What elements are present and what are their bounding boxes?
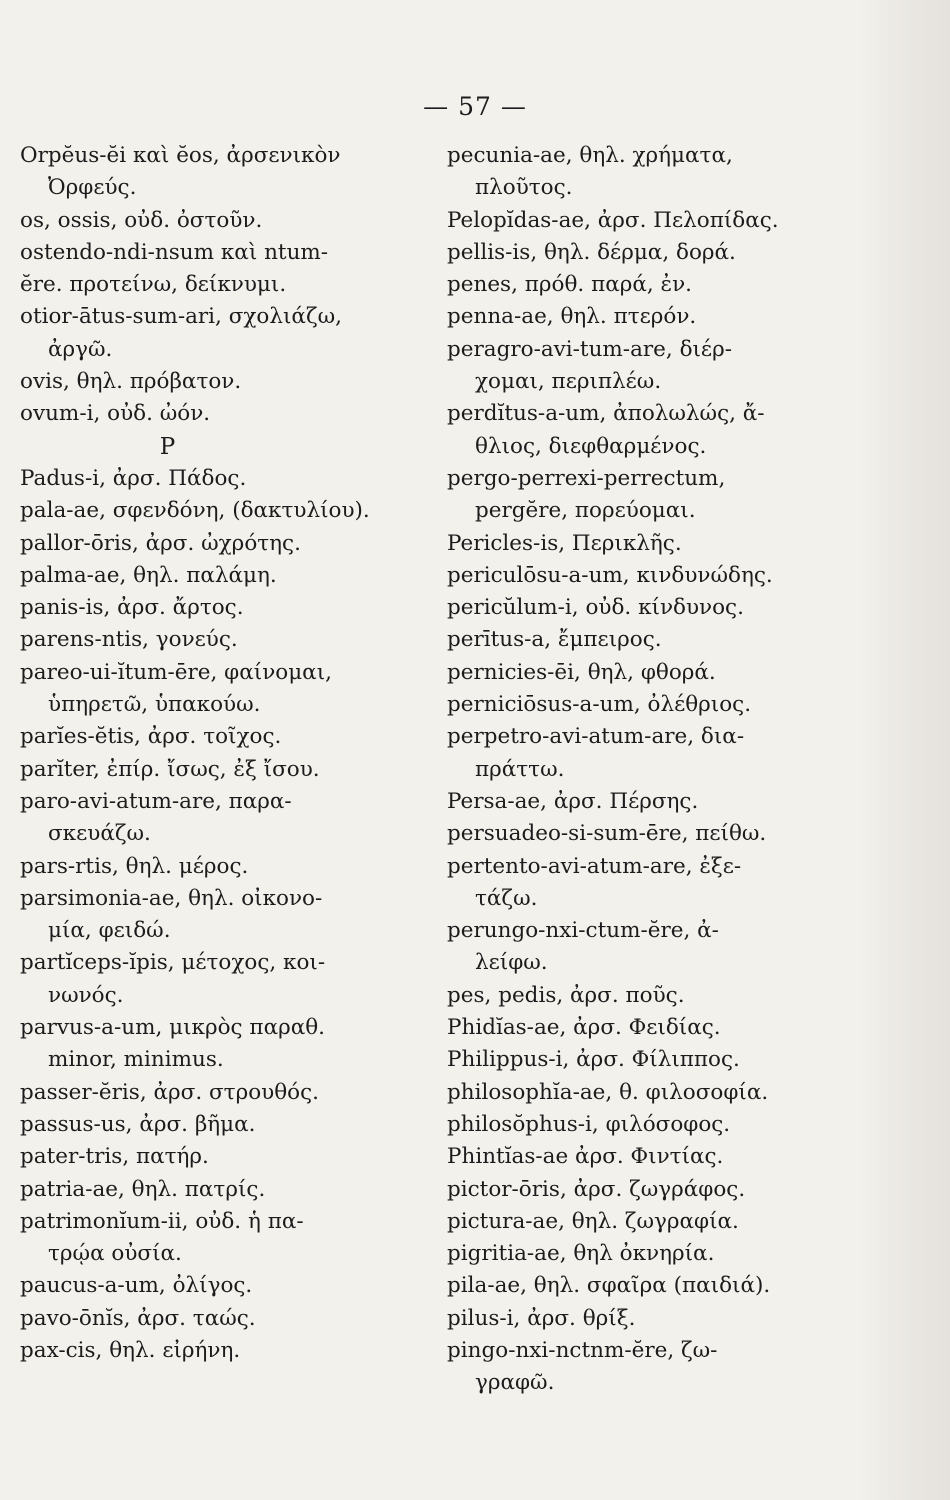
dictionary-line: μία, φειδώ. [48,918,171,944]
dictionary-line: pictor-ōris, ἀρσ. ζωγράφος. [447,1176,746,1202]
dictionary-line: pars-rtis, θηλ. μέρος. [20,853,249,879]
dictionary-line: πλοῦτος. [475,175,573,201]
dictionary-line: perungo-nxi-ctum-ĕre, ἀ- [447,918,719,944]
dictionary-line: Padus-i, ἀρσ. Πάδος. [20,465,247,491]
dictionary-line: passer-ĕris, ἀρσ. στρουθός. [20,1079,319,1105]
dictionary-line: νωνός. [48,982,124,1008]
dictionary-line: pala-ae, σφενδόνη, (δακτυλίου). [20,498,370,524]
dictionary-line: pertento-avi-atum-are, ἐξε- [447,853,742,879]
dictionary-line: pingo-nxi-nctnm-ĕre, ζω- [447,1337,718,1363]
dictionary-line: ovum-i, οὐδ. ὠόν. [20,401,211,427]
dictionary-line: ἀργῶ. [48,336,113,362]
dictionary-line: perpetro-avi-atum-are, δια- [447,724,745,750]
dictionary-line: patria-ae, θηλ. πατρίς. [20,1176,266,1202]
dictionary-line: os, ossis, οὐδ. ὀστοῦν. [20,207,263,233]
dictionary-line: Orpĕus-ĕi καὶ ĕos, ἀρσενικὸν [20,143,341,168]
dictionary-line: perītus-a, ἔμπειρος. [447,627,662,653]
dictionary-line: Pericles-is, Περικλῆς. [447,530,682,556]
dictionary-line: λείφω. [475,950,548,976]
facing-page-bleed [860,0,950,1500]
dictionary-line: Phintĭas-ae ἀρσ. Φιντίας. [447,1144,724,1170]
dictionary-line: perdĭtus-a-um, ἀπολωλώς, ἄ- [447,401,765,427]
dictionary-line: passus-us, ἀρσ. βῆμα. [20,1111,256,1137]
dictionary-line: paro-avi-atum-are, παρα- [20,788,292,814]
dictionary-line: Phidĭas-ae, ἀρσ. Φειδίας. [447,1015,721,1041]
dictionary-line: penna-ae, θηλ. πτερόν. [447,304,697,330]
dictionary-line: γραφῶ. [475,1370,555,1396]
dictionary-line: ostendo-ndi-nsum καὶ ntum- [20,239,329,265]
dictionary-line: partĭceps-ĭpis, μέτοχος, κοι- [20,950,326,976]
dictionary-line: panis-is, ἀρσ. ἄρτος. [20,595,244,621]
dictionary-line: pigritia-ae, θηλ ὀκνηρία. [447,1241,715,1267]
dictionary-line: pallor-ōris, ἀρσ. ὠχρότης. [20,530,301,556]
dictionary-line: patrimonĭum-ii, οὐδ. ἡ πα- [20,1208,304,1234]
dictionary-line: ὑπηρετῶ, ὑπακούω. [48,692,261,718]
dictionary-line: Persa-ae, ἀρσ. Πέρσης. [447,788,699,814]
dictionary-line: pilus-i, ἀρσ. θρίξ. [447,1305,636,1331]
dictionary-line: periculōsu-a-um, κινδυνώδης. [447,562,773,588]
dictionary-line: pergo-perrexi-perrectum, [447,465,726,491]
dictionary-line: pila-ae, θηλ. σφαῖρα (παιδιά). [447,1273,771,1299]
dictionary-line: ovis, θηλ. πρόβατον. [20,369,242,395]
right-column [447,140,867,1400]
dictionary-line: paucus-a-um, ὀλίγος. [20,1273,253,1299]
dictionary-line: pavo-ōnĭs, ἀρσ. ταώς. [20,1305,256,1331]
dictionary-line: χομαι, περιπλέω. [475,369,662,395]
dictionary-line: pareo-ui-ĭtum-ēre, φαίνομαι, [20,659,332,685]
page-number: — 57 — [423,92,527,121]
dictionary-line: ĕre. προτείνω, δείκνυμι. [20,272,287,298]
dictionary-line: palma-ae, θηλ. παλάμη. [20,562,277,588]
dictionary-line: pecunia-ae, θηλ. χρήματα, [447,143,733,168]
dictionary-line: pax-cis, θηλ. εἰρήνη. [20,1337,241,1363]
dictionary-line: penes, πρόθ. παρά, ἐν. [447,272,693,298]
dictionary-line: pictura-ae, θηλ. ζωγραφία. [447,1208,739,1234]
dictionary-line: peragro-avi-tum-are, διέρ- [447,336,732,362]
dictionary-line: θλιος, διεφθαρμένος. [475,433,707,459]
left-column [20,140,435,1367]
dictionary-line: πράττω. [475,756,565,782]
dictionary-line: τάζω. [475,885,538,911]
dictionary-line: σκευάζω. [48,821,151,847]
dictionary-line: pernicies-ēi, θηλ, φθορά. [447,659,716,685]
dictionary-line: philosŏphus-i, φιλόσοφος. [447,1111,731,1137]
dictionary-line: parĭter, ἐπίρ. ἴσως, ἐξ ἴσου. [20,756,320,782]
section-letter-heading: P [159,433,176,460]
dictionary-line: pellis-is, θηλ. δέρμα, δορά. [447,239,736,265]
dictionary-line: Philippus-i, ἀρσ. Φίλιππος. [447,1047,740,1073]
dictionary-line: otior-ātus-sum-ari, σχολιάζω, [20,304,342,330]
dictionary-line: pergĕre, πορεύομαι. [475,498,696,524]
dictionary-line: philosophĭa-ae, θ. φιλοσοφία. [447,1079,769,1105]
dictionary-line: pes, pedis, ἀρσ. ποῦς. [447,982,685,1008]
dictionary-line: parĭes-ĕtis, ἀρσ. τοῖχος. [20,724,282,750]
dictionary-line: minor, minimus. [48,1047,224,1073]
dictionary-line: parsimonia-ae, θηλ. οἰκονο- [20,885,323,911]
dictionary-line: τρῴα οὐσία. [48,1241,182,1267]
dictionary-line: Pelopĭdas-ae, ἀρσ. Πελοπίδας. [447,207,779,233]
dictionary-line: parvus-a-um, μικρὸς παραθ. [20,1015,326,1041]
dictionary-line: pericŭlum-i, οὐδ. κίνδυνος. [447,595,744,621]
dictionary-line: Ὀρφεύς. [48,175,137,201]
dictionary-line: perniciōsus-a-um, ὀλέθριος. [447,692,752,718]
dictionary-line: parens-ntis, γονεύς. [20,627,238,653]
dictionary-line: pater-tris, πατήρ. [20,1144,209,1170]
dictionary-line: persuadeo-si-sum-ēre, πείθω. [447,821,767,847]
